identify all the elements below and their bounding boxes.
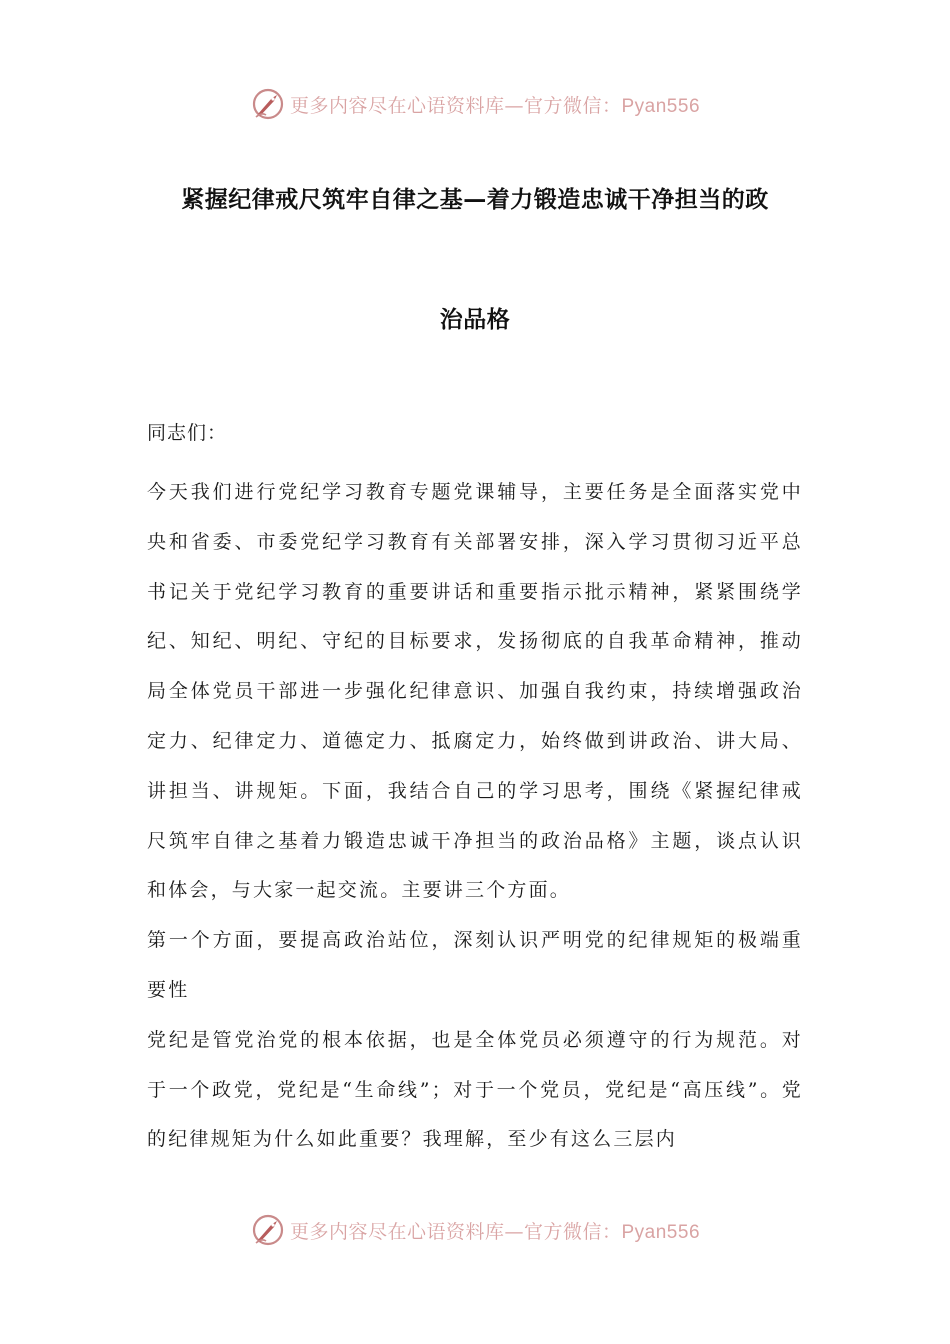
section-heading-1: 第一个方面，要提高政治站位，深刻认识严明党的纪律规矩的极端重要性 bbox=[147, 929, 803, 1001]
watermark-banner-bottom bbox=[0, 1208, 950, 1252]
watermark-banner-top bbox=[0, 82, 950, 126]
document-title-line-2: 治品格 bbox=[439, 307, 511, 333]
pen-nib-circle-icon bbox=[250, 86, 286, 122]
greeting: 同志们： bbox=[147, 422, 228, 444]
watermark-handle: Pyan556 bbox=[621, 95, 701, 117]
watermark-text: 更多内容尽在心语资料库—官方微信：Pyan556 bbox=[289, 1220, 701, 1243]
watermark-text: 更多内容尽在心语资料库—官方微信：Pyan556 bbox=[289, 94, 701, 117]
watermark-handle: Pyan556 bbox=[621, 1221, 701, 1243]
paragraph-section-1: 党纪是管党治党的根本依据，也是全体党员必须遵守的行为规范。对于一个政党，党纪是“生命线”；对于一个党员，党纪是“高压线”。党的纪律规矩为什么如此重要？我理解，至少有这么三层内 bbox=[147, 1028, 803, 1151]
document-title-line-1: 紧握纪律戒尺筑牢自律之基—着力锻造忠诚干净担当的政 bbox=[181, 187, 769, 213]
pen-nib-circle-icon bbox=[250, 1212, 286, 1248]
paragraph-intro: 今天我们进行党纪学习教育专题党课辅导，主要任务是全面落实党中央和省委、市委党纪学习教育有关部署安排，深入学习贯彻习近平总书记关于党纪学习教育的重要讲话和重要指示批示精神，紧紧围绕学纪、知纪、明纪、守纪的目标要求，发扬彻底的自我革命精神，推动局全体党员干部进一步强化纪律意识、加强自我约束，持续增强政治定力、纪律定力、道德定力、抵腐定力，始终做到讲政治、讲大局、讲担当、讲规矩。下面，我结合自己的学习思考，围绕《紧握纪律戒尺筑牢自律之基着力锻造忠诚干净担当的政治品格》主题，谈点认识和体会，与大家一起交流。主要讲三个方面。 bbox=[147, 481, 803, 902]
document-body bbox=[147, 468, 803, 1165]
